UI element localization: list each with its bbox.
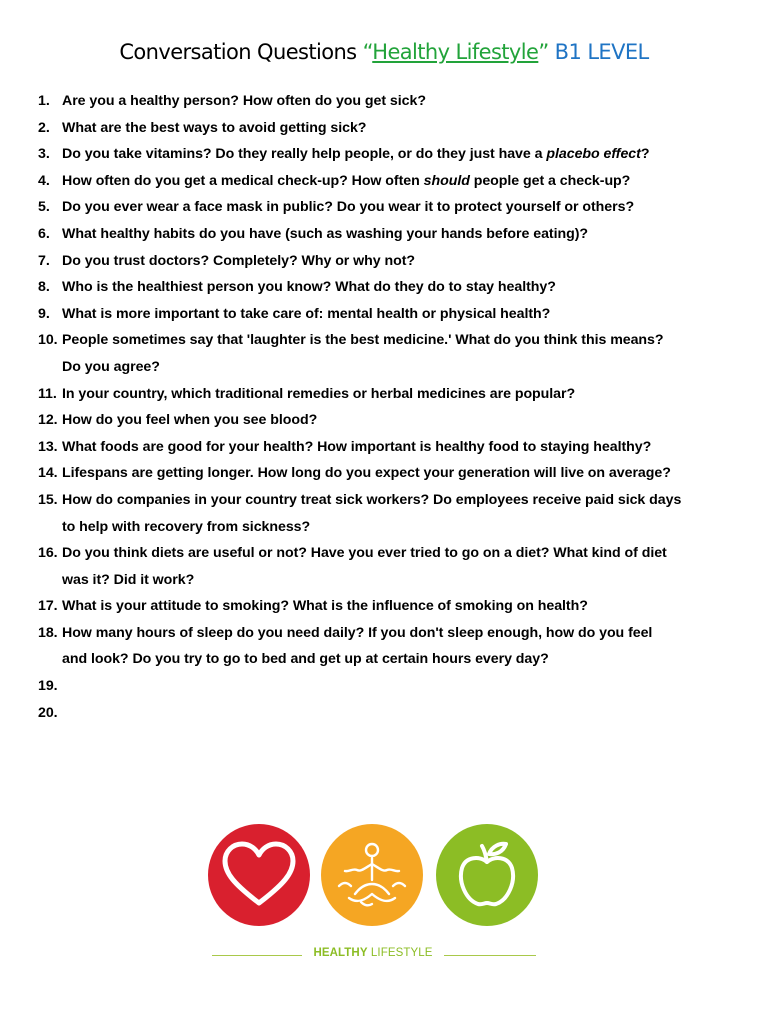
question-text: What is more important to take care of: mental health or physical health?	[62, 305, 551, 322]
question-item	[38, 248, 738, 275]
question-text: How do companies in your country treat sick workers? Do employees receive paid sick days	[62, 491, 682, 508]
logo-caption-bold: HEALTHY	[313, 947, 368, 959]
question-text: Do you think diets are useful or not? Have you ever tried to go on a diet? What kind of diet	[62, 545, 667, 562]
healthy-lifestyle-logo	[200, 824, 550, 974]
logo-caption	[304, 947, 442, 959]
title-prefix: Conversation Questions	[119, 40, 363, 64]
title-topic-link[interactable]: Healthy Lifestyle	[372, 40, 539, 64]
question-number: 3.	[38, 146, 50, 163]
question-item	[38, 168, 738, 195]
question-text	[62, 168, 738, 195]
question-item	[38, 88, 738, 115]
question-text: What is your attitude to smoking? What is the influence of smoking on health?	[62, 598, 588, 615]
question-number: 20.	[38, 704, 58, 721]
question-item	[38, 221, 738, 248]
question-item	[38, 460, 738, 487]
question-number: 13.	[38, 438, 58, 455]
question-number: 17.	[38, 598, 58, 615]
question-text: In your country, which traditional remedies or herbal medicines are popular?	[62, 385, 576, 402]
question-item	[38, 115, 738, 142]
question-text	[62, 141, 738, 168]
question-text-part: How often do you get a medical check-up? How often	[62, 172, 424, 189]
question-list	[38, 88, 738, 726]
question-number: 14.	[38, 465, 58, 482]
question-text: Do you trust doctors? Completely? Why or why not?	[62, 252, 416, 269]
question-item	[38, 327, 738, 380]
question-item	[38, 301, 738, 328]
question-text-part: Do you take vitamins? Do they really help people, or do they just have a	[62, 146, 547, 163]
question-item	[38, 141, 738, 168]
question-number: 6.	[38, 225, 50, 242]
question-number: 11.	[38, 385, 57, 402]
question-number: 7.	[38, 252, 50, 269]
question-number: 9.	[38, 305, 50, 322]
meditation-icon	[321, 824, 423, 926]
question-item	[38, 274, 738, 301]
question-number: 1.	[38, 93, 50, 109]
question-number: 16.	[38, 545, 58, 562]
question-text-part: people get a check-up?	[469, 172, 631, 189]
question-item	[38, 593, 738, 620]
question-number: 15.	[38, 491, 58, 508]
question-item	[38, 381, 738, 408]
apple-icon	[436, 824, 538, 926]
question-emphasis: placebo effect	[546, 146, 641, 163]
question-number: 2.	[38, 119, 50, 136]
question-item	[38, 673, 738, 700]
question-text: Are you a healthy person? How often do you get sick?	[62, 93, 426, 109]
question-number: 4.	[38, 172, 50, 189]
question-item	[38, 487, 738, 540]
question-text	[62, 700, 738, 727]
logo-rule-right	[444, 955, 536, 956]
question-text: and look? Do you try to go to bed and get up at certain hours every day?	[62, 651, 549, 668]
question-text	[62, 673, 738, 700]
question-number: 5.	[38, 199, 50, 216]
question-text-part: ?	[640, 146, 650, 163]
question-number: 12.	[38, 412, 58, 429]
question-item	[38, 700, 738, 727]
title-quote-close: ”	[538, 40, 549, 64]
question-emphasis: should	[423, 172, 470, 189]
page-title	[0, 40, 768, 64]
logo-rule-left	[212, 955, 302, 956]
heart-icon	[208, 824, 310, 926]
question-item	[38, 407, 738, 434]
question-number: 8.	[38, 279, 50, 296]
question-text: Who is the healthiest person you know? What do they do to stay healthy?	[62, 279, 556, 296]
logo-caption-light: LIFESTYLE	[367, 947, 433, 959]
question-text: Do you agree?	[62, 358, 160, 375]
question-number: 10.	[38, 332, 58, 349]
question-text: What foods are good for your health? How important is healthy food to staying healthy?	[62, 438, 652, 455]
title-level: B1 LEVEL	[548, 40, 649, 64]
question-item	[38, 194, 738, 221]
question-text: How do you feel when you see blood?	[62, 412, 318, 429]
question-text: to help with recovery from sickness?	[62, 518, 311, 535]
question-item	[38, 620, 738, 673]
question-text: Do you ever wear a face mask in public? Do you wear it to protect yourself or others?	[62, 199, 635, 216]
question-number: 18.	[38, 624, 58, 641]
question-text: What are the best ways to avoid getting sick?	[62, 119, 367, 136]
question-item	[38, 434, 738, 461]
question-item	[38, 540, 738, 593]
question-text: People sometimes say that 'laughter is the best medicine.' What do you think this means?	[62, 332, 664, 349]
title-quote-open: “	[362, 40, 373, 64]
question-text: What healthy habits do you have (such as washing your hands before eating)?	[62, 225, 588, 242]
question-text: was it? Did it work?	[62, 571, 195, 588]
question-number: 19.	[38, 678, 58, 695]
question-text: Lifespans are getting longer. How long do you expect your generation will live on average?	[62, 465, 671, 482]
question-text: How many hours of sleep do you need daily? If you don't sleep enough, how do you feel	[62, 624, 653, 641]
